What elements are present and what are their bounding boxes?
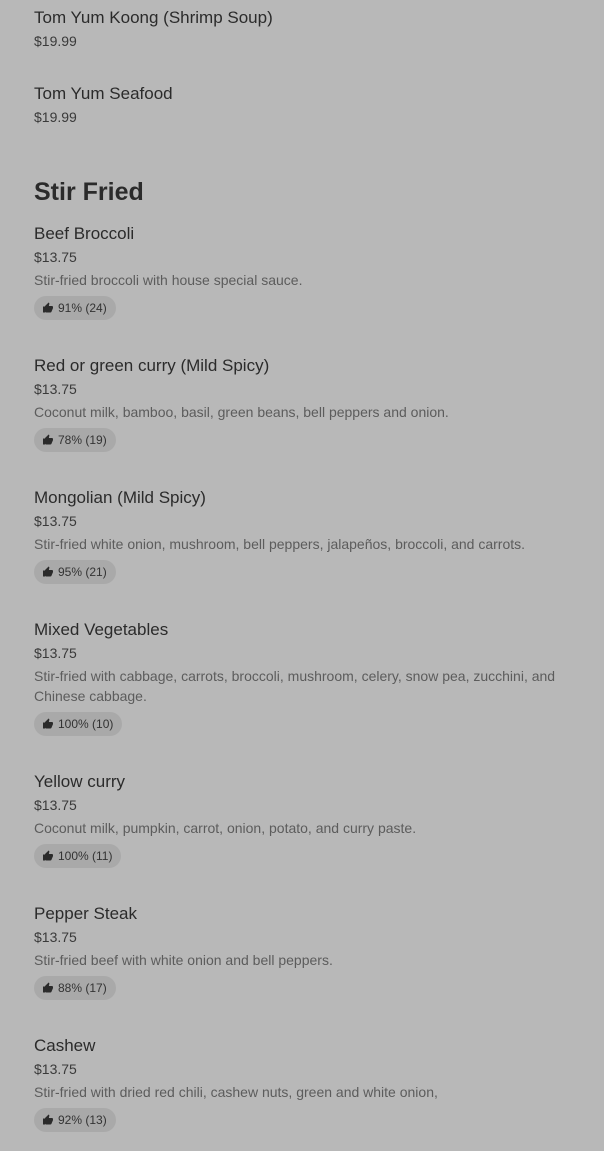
item-description: Stir-fried broccoli with house special sauce.	[34, 272, 303, 288]
item-name: Beef Broccoli	[34, 224, 135, 243]
item-name: Mixed Vegetables	[34, 620, 169, 639]
rating-badge	[34, 296, 116, 320]
item-name: Pepper Steak	[34, 904, 138, 923]
thumbs-up-icon	[42, 434, 54, 446]
item-description: Coconut milk, bamboo, basil, green beans, bell peppers and onion.	[34, 404, 449, 420]
item-price: $13.75	[34, 513, 77, 529]
thumbs-up-icon	[42, 850, 54, 862]
item-name: Tom Yum Seafood	[34, 84, 173, 103]
rating-badge	[34, 712, 122, 736]
rating-badge	[34, 428, 116, 452]
menu-item-red-or-green-curry[interactable]	[34, 355, 579, 452]
menu-item-mixed-vegetables[interactable]	[34, 619, 579, 736]
item-name: Cashew	[34, 1036, 96, 1055]
item-name: Tom Yum Koong (Shrimp Soup)	[34, 8, 273, 27]
item-description: Stir-fried with cabbage, carrots, broccoli, mushroom, celery, snow pea, zucchini, and Chinese cabbage.	[34, 668, 556, 704]
rating-text: 100% (10)	[58, 717, 114, 731]
menu-item-cashew[interactable]	[34, 1035, 579, 1132]
thumbs-up-icon	[42, 1114, 54, 1126]
item-description: Stir-fried with dried red chili, cashew nuts, green and white onion,	[34, 1084, 438, 1100]
item-price: $19.99	[34, 33, 77, 49]
item-price: $13.75	[34, 797, 77, 813]
rating-text: 95% (21)	[58, 565, 107, 579]
rating-text: 91% (24)	[58, 301, 107, 315]
menu-item-tom-yum-seafood[interactable]	[34, 83, 579, 126]
item-price: $13.75	[34, 249, 77, 265]
menu-item-yellow-curry[interactable]	[34, 771, 579, 868]
thumbs-up-icon	[42, 302, 54, 314]
rating-text: 100% (11)	[58, 849, 113, 863]
item-price: $13.75	[34, 1061, 77, 1077]
thumbs-up-icon	[42, 982, 54, 994]
item-price: $13.75	[34, 645, 77, 661]
menu-item-beef-broccoli[interactable]	[34, 223, 579, 320]
item-price: $13.75	[34, 929, 77, 945]
item-name: Yellow curry	[34, 772, 126, 791]
menu-item-tom-yum-koong[interactable]	[34, 7, 579, 50]
item-description: Coconut milk, pumpkin, carrot, onion, potato, and curry paste.	[34, 820, 417, 836]
menu-item-mongolian[interactable]	[34, 487, 579, 584]
rating-text: 92% (13)	[58, 1113, 107, 1127]
item-description: Stir-fried white onion, mushroom, bell peppers, jalapeños, broccoli, and carrots.	[34, 536, 526, 552]
item-price: $19.99	[34, 109, 77, 125]
item-description: Stir-fried beef with white onion and bell peppers.	[34, 952, 333, 968]
section-title: Stir Fried	[34, 178, 144, 206]
rating-badge	[34, 560, 116, 584]
rating-badge	[34, 1108, 116, 1132]
menu-item-pepper-steak[interactable]	[34, 903, 579, 1000]
thumbs-up-icon	[42, 566, 54, 578]
rating-badge	[34, 976, 116, 1000]
item-price: $13.75	[34, 381, 77, 397]
item-name: Red or green curry (Mild Spicy)	[34, 356, 270, 375]
thumbs-up-icon	[42, 718, 54, 730]
rating-text: 78% (19)	[58, 433, 107, 447]
rating-badge	[34, 844, 121, 868]
item-name: Mongolian (Mild Spicy)	[34, 488, 206, 507]
rating-text: 88% (17)	[58, 981, 107, 995]
